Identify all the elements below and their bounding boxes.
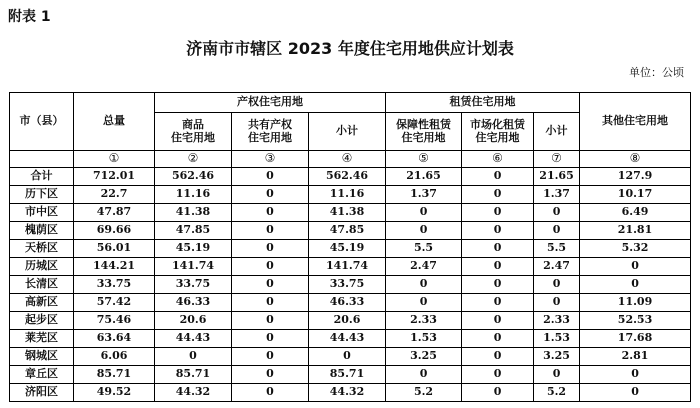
- district-name: 高新区: [10, 294, 74, 312]
- header-index: ⑧: [580, 151, 691, 168]
- table-cell: 562.46: [309, 168, 386, 186]
- table-cell: 33.75: [155, 276, 232, 294]
- table-cell: 41.38: [309, 204, 386, 222]
- table-cell: 57.42: [74, 294, 155, 312]
- header-index: ⑦: [534, 151, 580, 168]
- table-cell: 21.81: [580, 222, 691, 240]
- table-cell: 0: [462, 258, 534, 276]
- table-cell: 85.71: [155, 366, 232, 384]
- header-commercial: 商品 住宅用地: [155, 113, 232, 151]
- header-index: ⑥: [462, 151, 534, 168]
- table-body: [10, 168, 691, 402]
- table-cell: 44.32: [155, 384, 232, 402]
- table-cell: 0: [386, 276, 462, 294]
- table-cell: 10.17: [580, 186, 691, 204]
- district-name: 莱芜区: [10, 330, 74, 348]
- table-cell: 33.75: [74, 276, 155, 294]
- district-name: 钢城区: [10, 348, 74, 366]
- table-cell: 2.47: [534, 258, 580, 276]
- table-cell: 0: [462, 222, 534, 240]
- header-index-row: [10, 151, 691, 168]
- table-cell: 2.47: [386, 258, 462, 276]
- table-cell: 1.37: [534, 186, 580, 204]
- table-cell: 85.71: [309, 366, 386, 384]
- table-cell: 0: [309, 348, 386, 366]
- table-cell: 44.43: [309, 330, 386, 348]
- header-index: ⑤: [386, 151, 462, 168]
- header-rental-group: 租赁住宅用地: [386, 93, 580, 113]
- header-index: ②: [155, 151, 232, 168]
- unit-label: 单位：公顷: [629, 66, 684, 79]
- table-cell: 5.5: [534, 240, 580, 258]
- table-cell: 0: [534, 366, 580, 384]
- table-cell: 0: [232, 312, 309, 330]
- table-cell: 6.06: [74, 348, 155, 366]
- table-cell: 17.68: [580, 330, 691, 348]
- table-cell: 49.52: [74, 384, 155, 402]
- table-cell: 45.19: [309, 240, 386, 258]
- table-cell: 0: [232, 294, 309, 312]
- table-cell: 44.43: [155, 330, 232, 348]
- header-index: ④: [309, 151, 386, 168]
- district-name: 历下区: [10, 186, 74, 204]
- table-cell: 141.74: [309, 258, 386, 276]
- table-cell: 0: [386, 294, 462, 312]
- table-cell: 0: [462, 186, 534, 204]
- table-cell: 75.46: [74, 312, 155, 330]
- table-cell: 33.75: [309, 276, 386, 294]
- table-row: [10, 312, 691, 330]
- table-cell: 1.53: [534, 330, 580, 348]
- table-row: [10, 258, 691, 276]
- table-cell: 0: [232, 168, 309, 186]
- table-cell: 0: [462, 168, 534, 186]
- table-cell: 0: [155, 348, 232, 366]
- district-name: 市中区: [10, 204, 74, 222]
- table-cell: 0: [232, 258, 309, 276]
- table-cell: 5.2: [534, 384, 580, 402]
- table-cell: 5.32: [580, 240, 691, 258]
- header-rental-subtotal: 小计: [534, 113, 580, 151]
- table-cell: 0: [462, 384, 534, 402]
- header-index: ①: [74, 151, 155, 168]
- table-row: [10, 204, 691, 222]
- table-cell: 47.87: [74, 204, 155, 222]
- table-cell: 0: [386, 366, 462, 384]
- table-cell: 0: [232, 240, 309, 258]
- table-cell: 5.5: [386, 240, 462, 258]
- table-cell: 0: [386, 204, 462, 222]
- table-cell: 3.25: [534, 348, 580, 366]
- table-cell: 41.38: [155, 204, 232, 222]
- table-cell: 2.33: [534, 312, 580, 330]
- table-cell: 2.81: [580, 348, 691, 366]
- table-cell: 20.6: [309, 312, 386, 330]
- table-cell: 69.66: [74, 222, 155, 240]
- table-cell: 0: [580, 258, 691, 276]
- table-cell: 0: [580, 276, 691, 294]
- table-cell: 0: [462, 294, 534, 312]
- district-name: 起步区: [10, 312, 74, 330]
- table-row: [10, 240, 691, 258]
- district-name: 槐荫区: [10, 222, 74, 240]
- table-cell: 2.33: [386, 312, 462, 330]
- table-cell: 0: [232, 330, 309, 348]
- table-cell: 0: [534, 204, 580, 222]
- table-row: [10, 276, 691, 294]
- table-cell: 11.16: [309, 186, 386, 204]
- table-cell: 141.74: [155, 258, 232, 276]
- table-cell: 22.7: [74, 186, 155, 204]
- district-name: 长清区: [10, 276, 74, 294]
- header-guaranteed-rental: 保障性租赁 住宅用地: [386, 113, 462, 151]
- table-cell: 0: [232, 276, 309, 294]
- header-property-group: 产权住宅用地: [155, 93, 386, 113]
- table-row: [10, 384, 691, 402]
- table-cell: 127.9: [580, 168, 691, 186]
- table-cell: 0: [462, 240, 534, 258]
- table-cell: 0: [386, 222, 462, 240]
- table-cell: 0: [232, 384, 309, 402]
- table-cell: 21.65: [534, 168, 580, 186]
- table-cell: 0: [232, 186, 309, 204]
- table-row: [10, 168, 691, 186]
- table-cell: 5.2: [386, 384, 462, 402]
- table-cell: 0: [232, 348, 309, 366]
- table-cell: 45.19: [155, 240, 232, 258]
- header-property-subtotal: 小计: [309, 113, 386, 151]
- table-cell: 0: [462, 204, 534, 222]
- district-name: 历城区: [10, 258, 74, 276]
- table-cell: 712.01: [74, 168, 155, 186]
- table-cell: 0: [462, 348, 534, 366]
- table-cell: 21.65: [386, 168, 462, 186]
- table-cell: 47.85: [309, 222, 386, 240]
- table-cell: 0: [232, 204, 309, 222]
- table-cell: 0: [580, 384, 691, 402]
- table-cell: 6.49: [580, 204, 691, 222]
- table-cell: 11.09: [580, 294, 691, 312]
- table-cell: 0: [462, 330, 534, 348]
- page-title: 济南市市辖区 2023 年度住宅用地供应计划表: [186, 39, 514, 58]
- table-cell: 20.6: [155, 312, 232, 330]
- table-cell: 52.53: [580, 312, 691, 330]
- appendix-label: 附表 1: [8, 9, 51, 25]
- table-row: [10, 186, 691, 204]
- table-cell: 0: [232, 222, 309, 240]
- table-cell: 3.25: [386, 348, 462, 366]
- table-cell: 144.21: [74, 258, 155, 276]
- table-cell: 44.32: [309, 384, 386, 402]
- header-city: 市（县）: [10, 93, 74, 151]
- district-name: 济阳区: [10, 384, 74, 402]
- district-name: 天桥区: [10, 240, 74, 258]
- table-cell: 562.46: [155, 168, 232, 186]
- table-cell: 11.16: [155, 186, 232, 204]
- header-index-blank: [10, 151, 74, 168]
- table-cell: 0: [462, 366, 534, 384]
- table-cell: 0: [534, 276, 580, 294]
- table-cell: 0: [232, 366, 309, 384]
- table-cell: 0: [534, 222, 580, 240]
- table-cell: 0: [462, 276, 534, 294]
- table-cell: 46.33: [155, 294, 232, 312]
- header-total: 总量: [74, 93, 155, 151]
- table-row: [10, 348, 691, 366]
- table-cell: 0: [580, 366, 691, 384]
- table-cell: 0: [462, 312, 534, 330]
- table-cell: 56.01: [74, 240, 155, 258]
- table-row: [10, 330, 691, 348]
- table-row: [10, 222, 691, 240]
- header-market-rental: 市场化租赁 住宅用地: [462, 113, 534, 151]
- district-name: 章丘区: [10, 366, 74, 384]
- table-cell: 1.37: [386, 186, 462, 204]
- table-cell: 46.33: [309, 294, 386, 312]
- table-cell: 47.85: [155, 222, 232, 240]
- land-supply-table: [9, 92, 691, 402]
- header-other: 其他住宅用地: [580, 93, 691, 151]
- table-cell: 63.64: [74, 330, 155, 348]
- table-row: [10, 366, 691, 384]
- table-cell: 0: [534, 294, 580, 312]
- header-shared: 共有产权 住宅用地: [232, 113, 309, 151]
- district-name: 合计: [10, 168, 74, 186]
- table-cell: 1.53: [386, 330, 462, 348]
- header-index: ③: [232, 151, 309, 168]
- table-cell: 85.71: [74, 366, 155, 384]
- table-row: [10, 294, 691, 312]
